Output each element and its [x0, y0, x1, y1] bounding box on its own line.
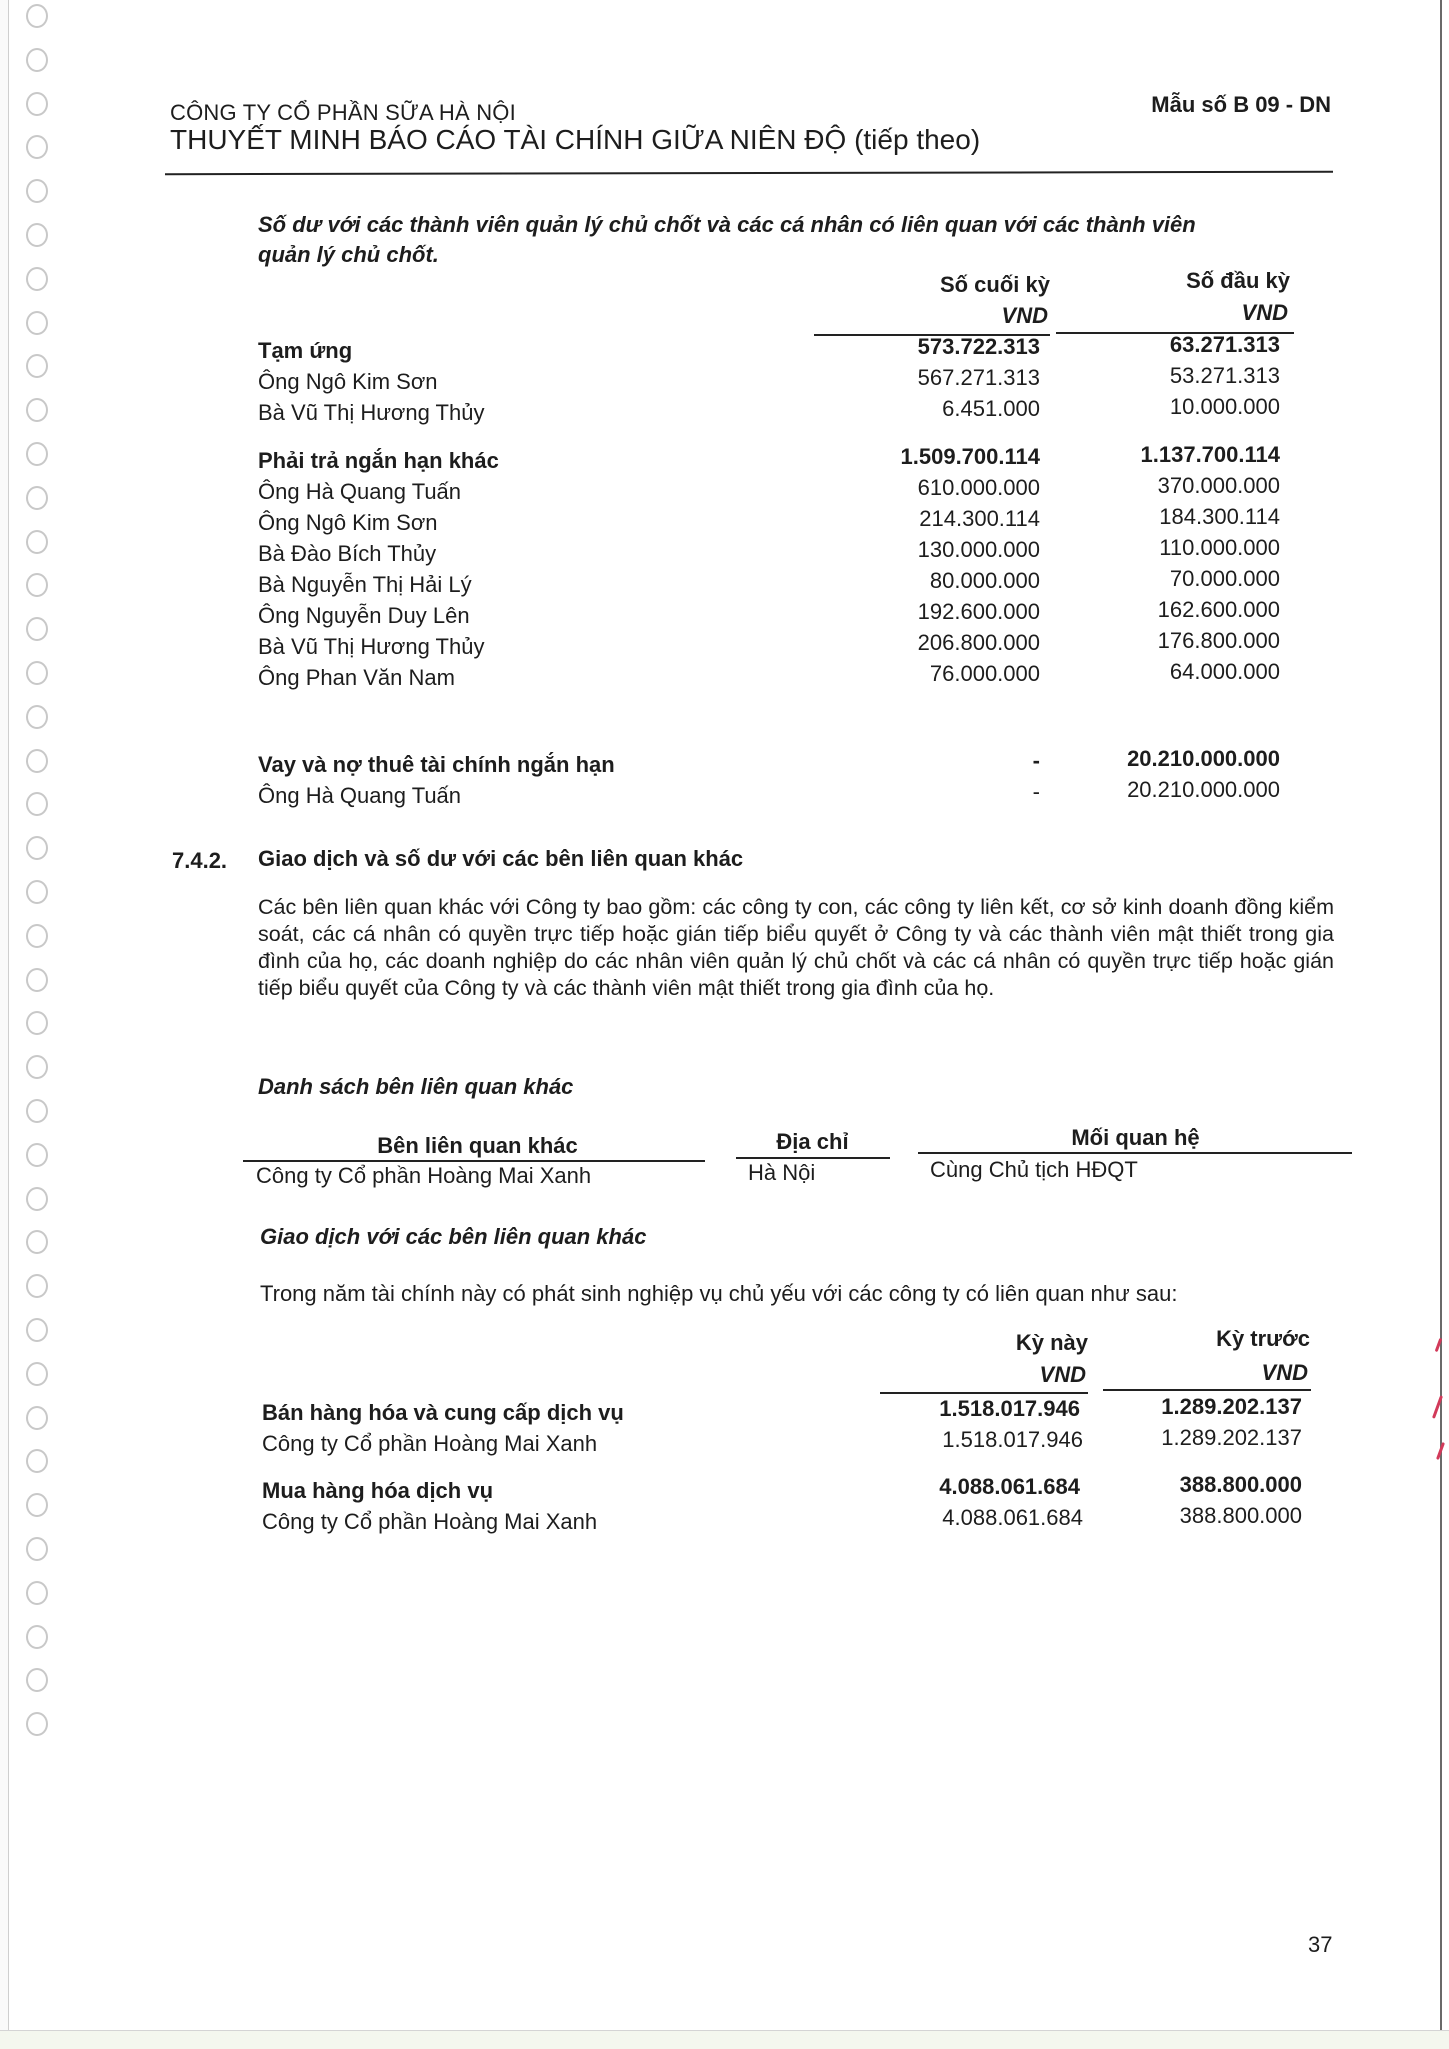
- punch-hole: [26, 1537, 48, 1561]
- punch-hole: [26, 1143, 48, 1167]
- company-name: CÔNG TY CỔ PHẦN SỮA HÀ NỘI: [170, 100, 516, 125]
- list-header-relationship: Mối quan hệ: [1071, 1125, 1200, 1150]
- punch-hole: [26, 1187, 48, 1211]
- punch-hole: [26, 836, 48, 860]
- row-end-value: 130.000.000: [917, 537, 1040, 562]
- col-header-end: Số cuối kỳ: [939, 272, 1050, 297]
- binding-edge: [0, 0, 9, 2048]
- punch-hole: [26, 530, 48, 554]
- balances-heading-cont: quản lý chủ chốt.: [258, 242, 439, 267]
- row-current-value: 4.088.061.684: [942, 1505, 1083, 1530]
- page-right-edge: [1440, 0, 1442, 2030]
- row-end-value: 214.300.114: [919, 506, 1040, 531]
- row-label: Ông Phan Văn Nam: [258, 665, 455, 690]
- header-rule: [165, 171, 1333, 175]
- group-start-value: 63.271.313: [1169, 332, 1280, 357]
- row-start-value: 10.000.000: [1169, 394, 1280, 419]
- punch-hole: [26, 48, 48, 72]
- punch-hole: [26, 968, 48, 992]
- col-header-start: Số đầu kỳ: [1186, 268, 1290, 293]
- group-prior-value: 1.289.202.137: [1161, 1394, 1302, 1419]
- punch-hole: [26, 223, 48, 247]
- list-rule-relationship: [918, 1152, 1352, 1154]
- group-current-value: 4.088.061.684: [939, 1474, 1080, 1499]
- row-prior-value: 1.289.202.137: [1161, 1425, 1302, 1450]
- row-prior-value: 388.800.000: [1179, 1503, 1302, 1528]
- form-number: Mẫu số B 09 - DN: [1151, 92, 1331, 117]
- tx-rule-prior: [1103, 1389, 1311, 1391]
- row-start-value: 184.300.114: [1159, 504, 1280, 529]
- group-end-value: 573.722.313: [917, 334, 1040, 359]
- punch-hole: [26, 92, 48, 116]
- punch-hole: [26, 1493, 48, 1517]
- group-label: Mua hàng hóa dịch vụ: [262, 1478, 494, 1503]
- row-label: Bà Vũ Thị Hương Thủy: [258, 400, 485, 425]
- group-label: Bán hàng hóa và cung cấp dịch vụ: [262, 1400, 624, 1425]
- tx-col-header-prior: Kỳ trước: [1216, 1326, 1310, 1351]
- page-bottom-edge: [0, 2030, 1449, 2049]
- tx-rule-current: [880, 1392, 1088, 1394]
- list-header-party: Bên liên quan khác: [377, 1133, 578, 1158]
- punch-hole: [26, 1318, 48, 1342]
- list-rule-party: [243, 1160, 705, 1162]
- row-start-value: 70.000.000: [1169, 566, 1280, 591]
- balances-heading: Số dư với các thành viên quản lý chủ chốt và các cá nhân có liên quan với các thành viên: [258, 212, 1196, 237]
- tx-col-unit-current: VND: [1039, 1362, 1086, 1387]
- punch-hole: [26, 179, 48, 203]
- group-current-value: 1.518.017.946: [939, 1396, 1080, 1421]
- document-title: THUYẾT MINH BÁO CÁO TÀI CHÍNH GIỮA NIÊN ĐỘ (tiếp theo): [170, 124, 981, 155]
- list-cell-party: Công ty Cổ phần Hoàng Mai Xanh: [256, 1163, 592, 1188]
- row-label: Bà Đào Bích Thủy: [258, 541, 437, 566]
- punch-hole: [26, 1712, 48, 1736]
- punch-hole: [26, 1581, 48, 1605]
- row-label: Ông Hà Quang Tuấn: [258, 783, 462, 808]
- punch-hole: [26, 1668, 48, 1692]
- punch-hole: [26, 486, 48, 510]
- row-end-value: 567.271.313: [917, 365, 1040, 390]
- tx-col-unit-prior: VND: [1261, 1360, 1308, 1385]
- row-end-value: -: [1032, 779, 1040, 804]
- row-start-value: 370.000.000: [1157, 473, 1280, 498]
- row-end-value: 206.800.000: [917, 630, 1040, 655]
- tx-heading: Giao dịch với các bên liên quan khác: [260, 1224, 647, 1249]
- punch-hole: [26, 135, 48, 159]
- punch-hole: [26, 880, 48, 904]
- row-label: Bà Nguyễn Thị Hải Lý: [258, 572, 472, 597]
- row-label: Ông Nguyễn Duy Lên: [258, 603, 470, 628]
- punch-hole: [26, 1406, 48, 1430]
- row-label: Ông Ngô Kim Sơn: [258, 369, 438, 394]
- group-label: Tạm ứng: [258, 338, 353, 363]
- punch-hole: [26, 924, 48, 948]
- row-label: Bà Vũ Thị Hương Thủy: [258, 634, 485, 659]
- row-label: Công ty Cổ phần Hoàng Mai Xanh: [262, 1431, 598, 1456]
- punch-hole: [26, 1011, 48, 1035]
- punch-hole: [26, 573, 48, 597]
- punch-hole: [26, 398, 48, 422]
- row-end-value: 610.000.000: [917, 475, 1040, 500]
- row-start-value: 20.210.000.000: [1127, 777, 1280, 802]
- list-cell-address: Hà Nội: [748, 1160, 816, 1185]
- punch-hole: [26, 749, 48, 773]
- punch-hole: [26, 354, 48, 378]
- group-end-value: -: [1032, 748, 1040, 773]
- list-rule-address: [736, 1157, 890, 1159]
- list-heading: Danh sách bên liên quan khác: [258, 1074, 574, 1099]
- punch-hole: [26, 442, 48, 466]
- list-cell-relationship: Cùng Chủ tịch HĐQT: [930, 1157, 1138, 1182]
- group-start-value: 20.210.000.000: [1127, 746, 1280, 771]
- punch-hole: [26, 1625, 48, 1649]
- punch-hole: [26, 1055, 48, 1079]
- row-start-value: 53.271.313: [1169, 363, 1280, 388]
- row-end-value: 6.451.000: [942, 396, 1040, 421]
- punch-hole: [26, 792, 48, 816]
- group-prior-value: 388.800.000: [1179, 1472, 1302, 1497]
- punch-hole: [26, 705, 48, 729]
- row-current-value: 1.518.017.946: [942, 1427, 1083, 1452]
- row-start-value: 110.000.000: [1159, 535, 1280, 560]
- row-start-value: 162.600.000: [1157, 597, 1280, 622]
- row-label: Ông Ngô Kim Sơn: [258, 510, 438, 535]
- row-start-value: 64.000.000: [1169, 659, 1280, 684]
- punch-hole: [26, 1449, 48, 1473]
- group-start-value: 1.137.700.114: [1140, 442, 1280, 467]
- page-number: 37: [1308, 1932, 1333, 1957]
- section-number: 7.4.2.: [172, 848, 228, 873]
- punch-hole: [26, 1230, 48, 1254]
- punch-hole: [26, 1362, 48, 1386]
- section-title: Giao dịch và số dư với các bên liên quan khác: [258, 846, 744, 871]
- tx-col-header-current: Kỳ này: [1015, 1330, 1088, 1355]
- punch-hole: [26, 617, 48, 641]
- group-end-value: 1.509.700.114: [900, 444, 1040, 469]
- row-label: Ông Hà Quang Tuấn: [258, 479, 462, 504]
- related-parties-paragraph: Các bên liên quan khác với Công ty bao gồm: các công ty con, các công ty liên kết, cơ sở kinh doanh đồng kiểm soát, các cá nhân có quyền trực tiếp hoặc gián tiếp biểu quyết ở Công ty và các thành viên mật thiết trong gia đình của họ, các doanh nghiệp do các nhân viên quản lý chủ chốt và các cá nhân có quyền trực tiếp hoặc gián tiếp biểu quyết của Công ty và các thành viên mật thiết trong gia đình của họ.: [258, 895, 1334, 1000]
- tx-intro: Trong năm tài chính này có phát sinh nghiệp vụ chủ yếu với các công ty có liên quan như sau:: [260, 1281, 1178, 1306]
- punch-holes: [26, 0, 56, 2048]
- col-unit-start: VND: [1241, 300, 1288, 325]
- punch-hole: [26, 267, 48, 291]
- row-label: Công ty Cổ phần Hoàng Mai Xanh: [262, 1509, 598, 1534]
- row-end-value: 76.000.000: [929, 661, 1040, 686]
- punch-hole: [26, 661, 48, 685]
- punch-hole: [26, 311, 48, 335]
- row-start-value: 176.800.000: [1157, 628, 1280, 653]
- punch-hole: [26, 4, 48, 28]
- row-end-value: 80.000.000: [929, 568, 1040, 593]
- punch-hole: [26, 1274, 48, 1298]
- group-label: Vay và nợ thuê tài chính ngắn hạn: [258, 752, 615, 777]
- group-label: Phải trả ngắn hạn khác: [258, 448, 499, 473]
- list-header-address: Địa chỉ: [776, 1129, 849, 1154]
- punch-hole: [26, 1099, 48, 1123]
- row-end-value: 192.600.000: [917, 599, 1040, 624]
- col-unit-end: VND: [1001, 303, 1048, 328]
